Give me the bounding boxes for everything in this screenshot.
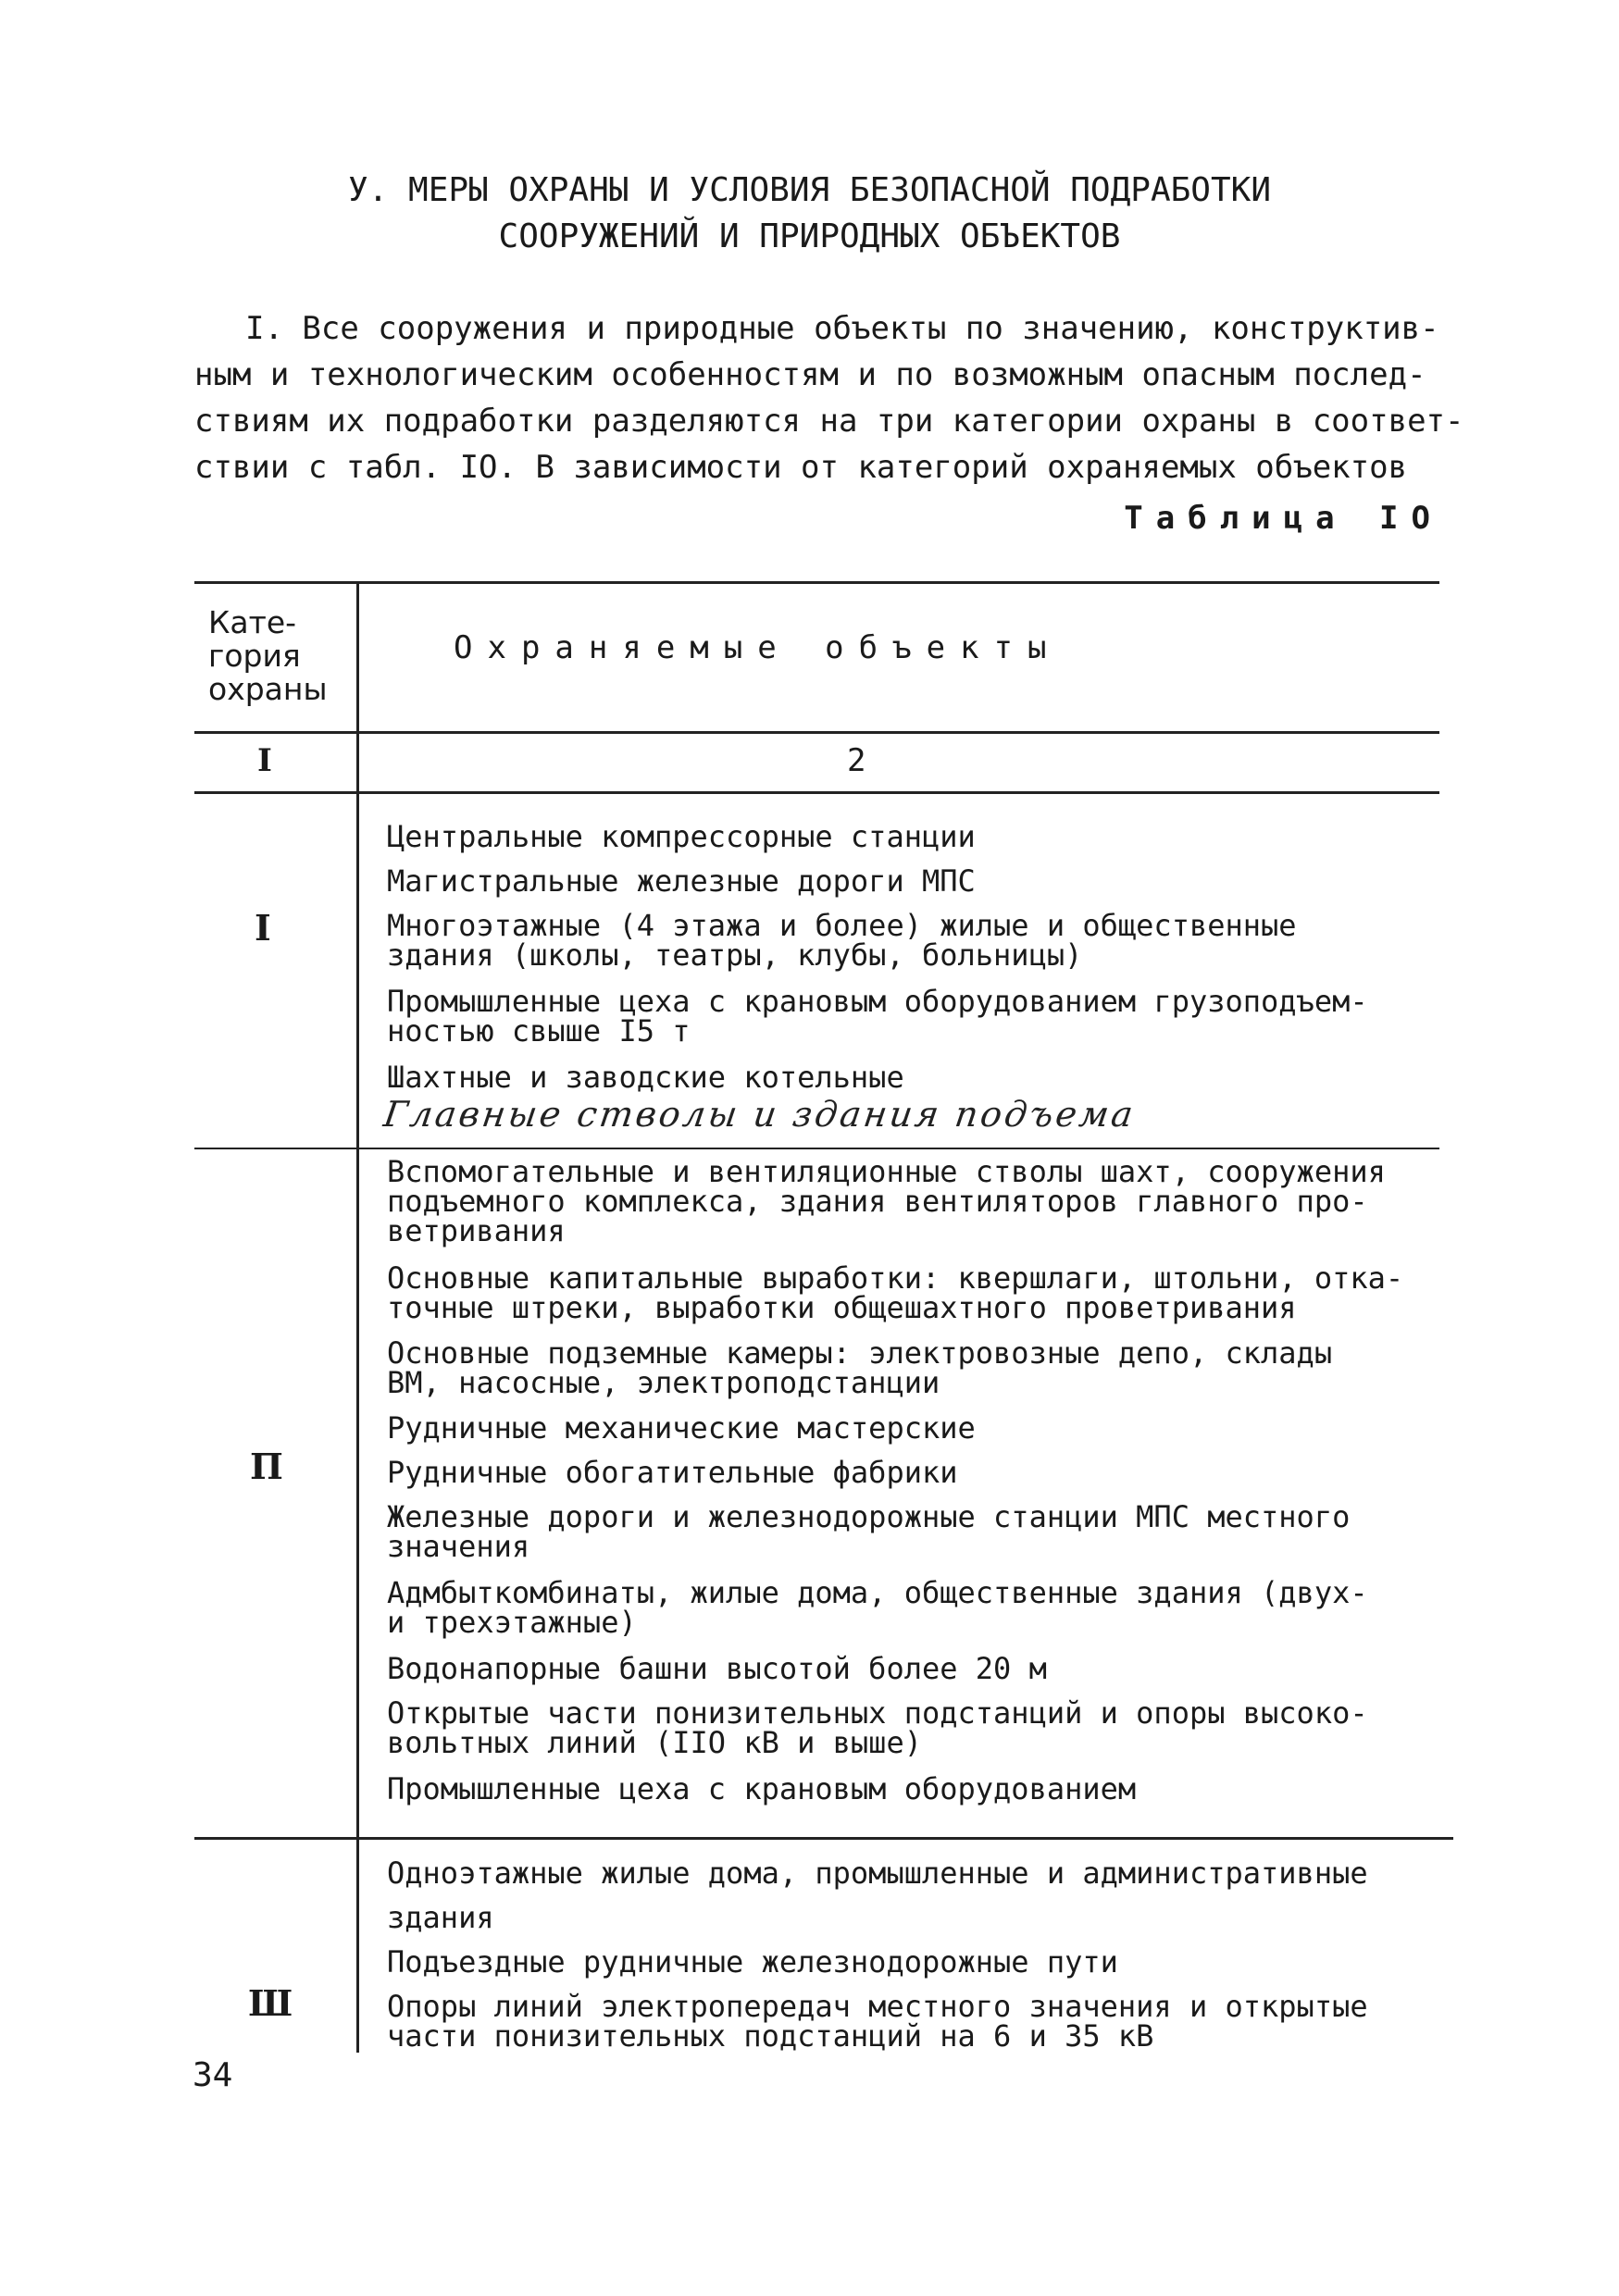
category-mark-3: Ш	[248, 1982, 293, 2024]
category-2-item: Железные дороги и железнодорожные станции МПС местного значения	[387, 1499, 1351, 1564]
category-2-item: Рудничные механические мастерские	[387, 1410, 976, 1446]
category-1-item: Шахтные и заводские котельные	[387, 1060, 904, 1095]
paragraph-line-4: ствии с табл. IO. В зависимости от категорий охраняемых объектов	[194, 449, 1408, 486]
handwritten-note: Главные стволы и здания подъема	[380, 1094, 1139, 1135]
category-2-item: Вспомогательные и вентиляционные стволы шахт, сооружения подъемного комплекса, здания вентиляторов главного про- ветривания	[387, 1154, 1386, 1248]
category-2-item: Основные подземные камеры: электровозные депо, склады ВМ, насосные, электроподстанции	[387, 1335, 1333, 1400]
category-3-item: здания	[387, 1900, 494, 1935]
category-3-item: Одноэтажные жилые дома, промышленные и административные	[387, 1855, 1368, 1891]
column-number-1: I	[257, 742, 272, 779]
paragraph-line-2: ным и технологическим особенностям и по возможным опасным послед-	[194, 356, 1426, 393]
category-2-item: Водонапорные башни высотой более 20 м	[387, 1651, 1047, 1686]
category-1-item: Магистральные железные дороги МПС	[387, 863, 976, 899]
paragraph-line-3: ствиям их подработки разделяются на три категории охраны в соответ-	[194, 403, 1464, 440]
category-2-item: Основные капитальные выработки: квершлаги, штольни, отка- точные штреки, выработки общешахтного проветривания	[387, 1260, 1404, 1325]
category-1-item: Центральные компрессорные станции	[387, 819, 976, 854]
category-mark-1: I	[255, 907, 271, 949]
table-number-row-rule	[194, 791, 1439, 794]
column-number-2: 2	[847, 742, 866, 779]
section-heading-line-1: У. МЕРЫ ОХРАНЫ И УСЛОВИЯ БЕЗОПАСНОЙ ПОДРАБОТКИ	[348, 171, 1271, 209]
category-2-item: Открытые части понизительных подстанций и опоры высоко- вольтных линий (IIO кВ и выше)	[387, 1695, 1368, 1760]
category-2-item: Промышленные цеха с крановым оборудованием	[387, 1771, 1137, 1806]
category-1-item: Многоэтажные (4 этажа и более) жилые и общественные здания (школы, театры, клубы, больницы)	[387, 908, 1297, 973]
category-3-item: Опоры линий электропередач местного значения и открытые части понизительных подстанций на 6 и 35 кВ	[387, 1989, 1368, 2054]
category-1-item: Промышленные цеха с крановым оборудованием грузоподъем- ностью свыше I5 т	[387, 984, 1368, 1049]
category-mark-2: П	[250, 1446, 283, 1487]
page-number: 34	[193, 2056, 233, 2094]
category-2-bottom-rule	[194, 1837, 1453, 1840]
category-2-item: Адмбыткомбинаты, жилые дома, общественные здания (двух- и трехэтажные)	[387, 1575, 1368, 1640]
table-label: Таблица IO	[1124, 500, 1443, 537]
header-protected-objects: Охраняемые объекты	[454, 629, 1062, 666]
paragraph-line-1: I. Все сооружения и природные объекты по значению, конструктив-	[245, 310, 1439, 347]
category-2-item: Рудничные обогатительные фабрики	[387, 1455, 958, 1490]
table-column-divider	[356, 581, 359, 2053]
section-heading-line-2: СООРУЖЕНИЙ И ПРИРОДНЫХ ОБЪЕКТОВ	[498, 217, 1121, 255]
category-1-bottom-rule	[194, 1148, 1439, 1149]
table-top-rule	[194, 581, 1439, 584]
header-category: Кате- гория охраны	[208, 604, 328, 707]
table-header-rule	[194, 731, 1439, 734]
category-3-item: Подъездные рудничные железнодорожные пути	[387, 1944, 1118, 1980]
